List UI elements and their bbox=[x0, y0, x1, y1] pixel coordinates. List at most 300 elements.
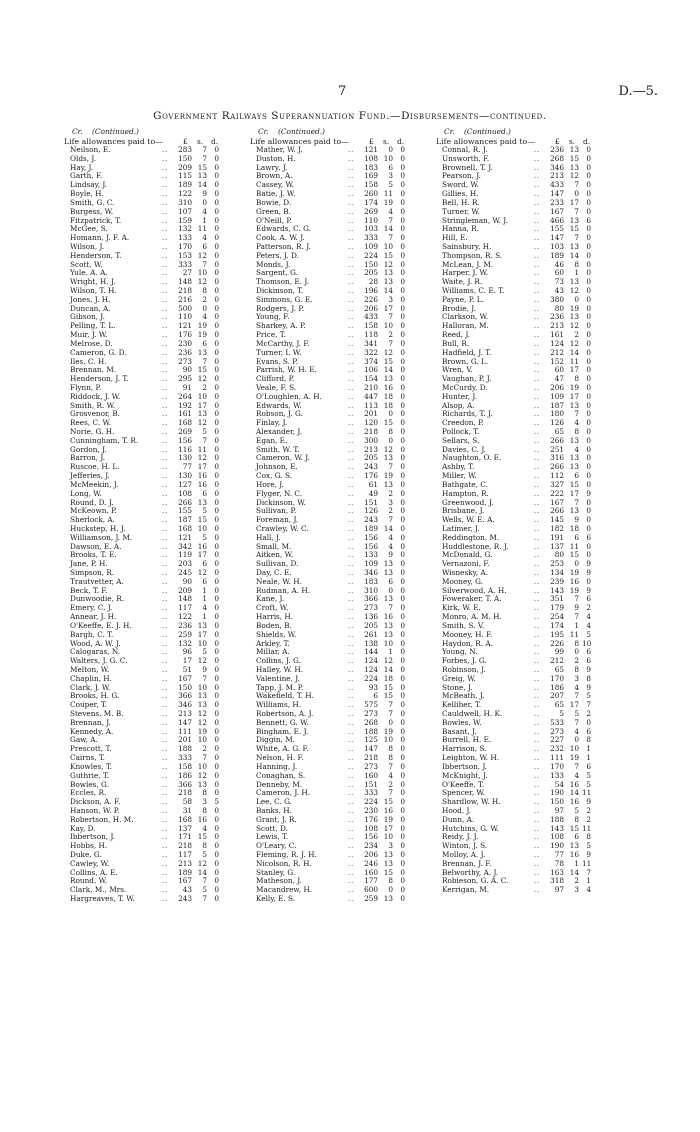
leader-dots: .. bbox=[348, 410, 355, 419]
amount-pence: 0 bbox=[214, 523, 219, 533]
shillings-unit: s. bbox=[197, 137, 204, 146]
amount-pounds: 212 bbox=[550, 656, 564, 666]
amount-shillings: 0 bbox=[388, 409, 393, 419]
amount-shillings: 0 bbox=[574, 294, 579, 304]
amount-shillings: 0 bbox=[574, 189, 579, 199]
amount-pounds: 189 bbox=[178, 180, 192, 190]
amount-pounds: 236 bbox=[550, 312, 564, 322]
amount-shillings: 9 bbox=[202, 189, 207, 199]
recipient-name: McBeath, J. bbox=[442, 691, 485, 701]
leader-dots: .. bbox=[162, 419, 169, 428]
recipient-name: Cunningham, T. R. bbox=[70, 435, 139, 445]
amount-pounds: 155 bbox=[178, 506, 192, 516]
recipient-name: Wisnesky, A. bbox=[442, 568, 489, 577]
amount-pounds: 77 bbox=[554, 850, 564, 859]
amount-pence: 0 bbox=[586, 250, 591, 260]
amount-shillings: 0 bbox=[574, 735, 579, 745]
amount-shillings: 14 bbox=[569, 347, 579, 357]
recipient-name: O'Loughlen, A. H. bbox=[256, 391, 322, 401]
amount-shillings: 10 bbox=[197, 268, 207, 278]
amount-pounds: 5 bbox=[559, 709, 564, 718]
amount-pence: 0 bbox=[214, 576, 219, 586]
amount-shillings: 8 bbox=[388, 427, 393, 436]
amount-pence: 0 bbox=[400, 612, 405, 622]
leader-dots: .. bbox=[348, 621, 355, 630]
leader-dots: .. bbox=[534, 190, 541, 199]
amount-pounds: 120 bbox=[364, 418, 378, 428]
leader-dots: .. bbox=[162, 428, 169, 436]
leader-dots: .. bbox=[162, 146, 169, 154]
amount-pounds: 346 bbox=[550, 162, 564, 172]
allowance-row bbox=[250, 895, 448, 904]
amount-pounds: 218 bbox=[178, 788, 192, 798]
recipient-name: Pearson, J. bbox=[442, 171, 481, 181]
amount-shillings: 15 bbox=[383, 418, 393, 428]
recipient-name: Hargreaves, T. W. bbox=[70, 894, 135, 904]
leader-dots: .. bbox=[534, 533, 541, 542]
recipient-name: Gibson, J. bbox=[70, 312, 105, 322]
leader-dots: .. bbox=[348, 736, 355, 745]
amount-pounds: 136 bbox=[364, 612, 378, 622]
amount-pounds: 269 bbox=[364, 206, 378, 216]
amount-pounds: 224 bbox=[364, 673, 378, 683]
amount-shillings: 2 bbox=[388, 488, 393, 498]
amount-pounds: 246 bbox=[364, 858, 378, 868]
amount-pounds: 227 bbox=[550, 735, 564, 745]
amount-pounds: 333 bbox=[364, 233, 378, 243]
recipient-name: Crawley, W. C. bbox=[256, 523, 309, 533]
recipient-name: Olds, J. bbox=[70, 153, 97, 163]
amount-shillings: 13 bbox=[569, 453, 579, 463]
amount-pounds: 109 bbox=[364, 559, 378, 569]
recipient-name: Trautvetter, A. bbox=[70, 576, 124, 586]
amount-shillings: 3 bbox=[574, 673, 579, 683]
amount-pence: 0 bbox=[214, 717, 219, 727]
amount-shillings: 14 bbox=[197, 867, 207, 877]
amount-pounds: 333 bbox=[364, 788, 378, 798]
leader-dots: .. bbox=[162, 639, 169, 648]
amount-shillings: 3 bbox=[388, 294, 393, 304]
amount-shillings: 8 bbox=[574, 374, 579, 384]
recipient-name: Robinson, J. bbox=[442, 664, 486, 674]
leader-dots: .. bbox=[348, 278, 355, 287]
recipient-name: Round, W. bbox=[70, 876, 108, 886]
recipient-name: Monro, A. M. H. bbox=[442, 612, 502, 622]
amount-pounds: 43 bbox=[182, 885, 192, 895]
amount-shillings: 17 bbox=[569, 700, 579, 710]
leader-dots: .. bbox=[348, 154, 355, 163]
leader-dots: .. bbox=[534, 454, 541, 463]
leader-dots: .. bbox=[162, 163, 169, 172]
leader-dots: .. bbox=[162, 295, 169, 304]
recipient-name: Harrison, S. bbox=[442, 744, 487, 754]
allowance-row bbox=[64, 895, 262, 904]
amount-pounds: 115 bbox=[178, 171, 192, 181]
pence-unit: d. bbox=[397, 137, 405, 146]
amount-shillings: 13 bbox=[383, 894, 393, 904]
amount-pounds: 132 bbox=[178, 638, 192, 648]
leader-dots: .. bbox=[348, 339, 355, 348]
amount-shillings: 7 bbox=[202, 356, 207, 366]
amount-pounds: 366 bbox=[178, 691, 192, 701]
recipient-name: Gaw, A. bbox=[70, 735, 98, 745]
amount-shillings: 4 bbox=[202, 312, 207, 322]
amount-pounds: 500 bbox=[178, 303, 192, 313]
amount-pounds: 112 bbox=[550, 471, 564, 481]
amount-pence: 0 bbox=[214, 162, 219, 172]
amount-pounds: 133 bbox=[550, 770, 564, 780]
leader-dots: .. bbox=[162, 383, 169, 392]
amount-shillings: 6 bbox=[202, 576, 207, 586]
amount-pence: 0 bbox=[400, 814, 405, 824]
amount-shillings: 13 bbox=[569, 506, 579, 516]
amount-pounds: 121 bbox=[364, 145, 378, 154]
amount-pence: 6 bbox=[586, 532, 591, 542]
recipient-name: Jane, P. H. bbox=[70, 559, 108, 569]
leader-dots: .. bbox=[162, 718, 169, 727]
recipient-name: Bowles, W. bbox=[442, 717, 482, 727]
leader-dots: .. bbox=[534, 613, 541, 622]
amount-shillings: 6 bbox=[388, 576, 393, 586]
amount-pounds: 266 bbox=[178, 497, 192, 507]
amount-pounds: 236 bbox=[550, 145, 564, 154]
amount-pounds: 213 bbox=[364, 444, 378, 454]
leader-dots: .. bbox=[348, 560, 355, 569]
leader-dots: .. bbox=[534, 780, 541, 789]
amount-pounds: 433 bbox=[364, 312, 378, 322]
amount-pounds: 167 bbox=[550, 206, 564, 216]
recipient-name: Parrish, W. H. E. bbox=[256, 365, 317, 375]
leader-dots: .. bbox=[162, 727, 169, 736]
amount-pence: 0 bbox=[400, 259, 405, 269]
amount-shillings: 7 bbox=[574, 761, 579, 771]
amount-shillings: 7 bbox=[574, 206, 579, 216]
amount-pounds: 134 bbox=[550, 568, 564, 577]
amount-shillings: 11 bbox=[383, 189, 393, 199]
recipient-name: Shardlow, W. H. bbox=[442, 797, 501, 807]
leader-dots: .. bbox=[534, 375, 541, 384]
amount-shillings: 15 bbox=[197, 365, 207, 375]
amount-shillings: 15 bbox=[383, 797, 393, 807]
amount-shillings: 19 bbox=[383, 726, 393, 736]
amount-pence: 0 bbox=[214, 885, 219, 895]
amount-shillings: 0 bbox=[388, 885, 393, 895]
allowance-rows bbox=[250, 146, 448, 904]
leader-dots: .. bbox=[162, 648, 169, 657]
leader-dots: .. bbox=[534, 665, 541, 674]
leader-dots: .. bbox=[162, 225, 169, 234]
amount-pence: 0 bbox=[214, 382, 219, 392]
leader-dots: .. bbox=[534, 842, 541, 851]
recipient-name: Alsop, A. bbox=[442, 400, 475, 410]
amount-pence: 9 bbox=[586, 682, 591, 692]
amount-pence: 0 bbox=[586, 471, 591, 481]
recipient-name: Homann, J. F. A. bbox=[70, 233, 130, 243]
recipient-name: Chaplin, H. bbox=[70, 673, 112, 683]
leader-dots: .. bbox=[162, 287, 169, 295]
recipient-name: Belworthy, A. J. bbox=[442, 867, 499, 877]
amount-pence: 0 bbox=[400, 656, 405, 666]
recipient-name: Bathgate, C. bbox=[442, 479, 488, 489]
amount-pence: 0 bbox=[400, 506, 405, 516]
leader-dots: .. bbox=[534, 859, 541, 868]
amount-shillings: 2 bbox=[202, 382, 207, 392]
leader-dots: .. bbox=[348, 428, 355, 436]
amount-pounds: 65 bbox=[554, 700, 564, 710]
amount-pence: 0 bbox=[214, 850, 219, 859]
amount-pence: 0 bbox=[400, 709, 405, 718]
recipient-name: Sargent, G. bbox=[256, 268, 298, 278]
recipient-name: Cairns, T. bbox=[70, 753, 105, 763]
amount-pence: 0 bbox=[586, 444, 591, 454]
amount-pence: 5 bbox=[586, 629, 591, 639]
leader-dots: .. bbox=[534, 586, 541, 595]
amount-pounds: 245 bbox=[178, 568, 192, 577]
amount-pence: 0 bbox=[214, 241, 219, 251]
recipient-name: Brennan, M. bbox=[70, 365, 117, 375]
recipient-name: Hanna, R. bbox=[442, 224, 479, 234]
amount-pounds: 189 bbox=[364, 523, 378, 533]
amount-pence: 0 bbox=[400, 233, 405, 243]
amount-pence: 0 bbox=[214, 479, 219, 489]
amount-shillings: 16 bbox=[383, 382, 393, 392]
amount-pounds: 117 bbox=[178, 850, 192, 859]
amount-pence: 6 bbox=[586, 647, 591, 657]
leader-dots: .. bbox=[534, 806, 541, 815]
amount-shillings: 13 bbox=[383, 479, 393, 489]
recipient-name: Leighton, W. H. bbox=[442, 753, 500, 763]
amount-pounds: 168 bbox=[178, 523, 192, 533]
leader-dots: .. bbox=[534, 260, 541, 269]
amount-pence: 0 bbox=[586, 523, 591, 533]
leader-dots: .. bbox=[162, 181, 169, 190]
amount-pounds: 91 bbox=[182, 382, 192, 392]
column-3 bbox=[436, 127, 634, 895]
leader-dots: .. bbox=[348, 657, 355, 666]
amount-shillings: 8 bbox=[202, 788, 207, 798]
leader-dots: .. bbox=[534, 789, 541, 798]
amount-pence: 0 bbox=[586, 418, 591, 428]
amount-pence: 0 bbox=[214, 629, 219, 639]
leader-dots: .. bbox=[162, 463, 169, 472]
leader-dots: .. bbox=[348, 851, 355, 859]
amount-pence: 0 bbox=[400, 171, 405, 181]
leader-dots: .. bbox=[162, 674, 169, 683]
recipient-name: Thompson, R. S. bbox=[442, 250, 503, 260]
amount-pence: 0 bbox=[214, 779, 219, 789]
column-header bbox=[250, 127, 448, 137]
recipient-name: O'Leary, C. bbox=[256, 841, 297, 851]
recipient-name: Pelling, T. L. bbox=[70, 321, 116, 331]
recipient-name: Rudman, A. H. bbox=[256, 585, 311, 595]
amount-pounds: 31 bbox=[182, 805, 192, 815]
amount-shillings: 16 bbox=[383, 805, 393, 815]
leader-dots: .. bbox=[162, 586, 169, 595]
amount-pence: 0 bbox=[400, 488, 405, 498]
amount-shillings: 10 bbox=[197, 638, 207, 648]
leader-dots: .. bbox=[348, 251, 355, 260]
amount-shillings: 17 bbox=[569, 365, 579, 375]
amount-pounds: 46 bbox=[554, 259, 564, 269]
amount-shillings: 13 bbox=[383, 374, 393, 384]
amount-pounds: 110 bbox=[364, 215, 378, 225]
recipient-name: Smith, W. T. bbox=[256, 444, 300, 454]
amount-shillings: 15 bbox=[197, 832, 207, 842]
recipient-name: Brown, A. bbox=[256, 171, 293, 181]
amount-pounds: 283 bbox=[178, 145, 192, 154]
recipient-name: Annear, J. H. bbox=[70, 612, 117, 622]
amount-pence: 0 bbox=[214, 409, 219, 419]
recipient-name: Wren, V. bbox=[442, 365, 473, 375]
leader-dots: .. bbox=[162, 577, 169, 586]
amount-pounds: 206 bbox=[550, 382, 564, 392]
leader-dots: .. bbox=[534, 718, 541, 727]
recipient-name: Greenwood, J. bbox=[442, 497, 494, 507]
leader-dots: .. bbox=[534, 542, 541, 551]
amount-shillings: 1 bbox=[202, 594, 207, 604]
leader-dots: .. bbox=[348, 895, 355, 904]
leader-dots: .. bbox=[534, 648, 541, 657]
recipient-name: Latimer, J. bbox=[442, 523, 480, 533]
leader-dots: .. bbox=[534, 304, 541, 313]
amount-shillings: 14 bbox=[197, 180, 207, 190]
amount-shillings: 8 bbox=[574, 427, 579, 436]
leader-dots: .. bbox=[534, 771, 541, 780]
amount-shillings: 10 bbox=[383, 153, 393, 163]
amount-shillings: 5 bbox=[202, 532, 207, 542]
amount-pounds: 310 bbox=[364, 585, 378, 595]
amount-shillings: 9 bbox=[574, 603, 579, 613]
amount-pence: 0 bbox=[400, 356, 405, 366]
amount-pounds: 316 bbox=[550, 453, 564, 463]
amount-shillings: 16 bbox=[569, 850, 579, 859]
recipient-name: Norie, G. H. bbox=[70, 427, 115, 436]
amount-pounds: 230 bbox=[364, 805, 378, 815]
shillings-unit: s. bbox=[383, 137, 390, 146]
amount-shillings: 2 bbox=[202, 744, 207, 754]
leader-dots: .. bbox=[534, 736, 541, 745]
amount-shillings: 16 bbox=[197, 479, 207, 489]
amount-pounds: 147 bbox=[550, 189, 564, 199]
recipient-name: Duke, G. bbox=[70, 850, 102, 859]
recipient-name: Batie, J. W. bbox=[256, 189, 296, 199]
leader-dots: .. bbox=[162, 216, 169, 225]
amount-pence: 0 bbox=[400, 224, 405, 234]
amount-shillings: 7 bbox=[574, 691, 579, 701]
recipient-name: Thomson, E. J. bbox=[256, 277, 309, 287]
amount-pence: 0 bbox=[400, 629, 405, 639]
leader-dots: .. bbox=[534, 383, 541, 392]
amount-pence: 0 bbox=[400, 647, 405, 657]
amount-shillings: 8 bbox=[574, 638, 579, 648]
leader-dots: .. bbox=[162, 542, 169, 551]
leader-dots: .. bbox=[534, 507, 541, 516]
leader-dots: .. bbox=[348, 886, 355, 895]
amount-shillings: 5 bbox=[574, 709, 579, 718]
amount-pounds: 226 bbox=[364, 294, 378, 304]
amount-pounds: 209 bbox=[178, 162, 192, 172]
recipient-name: Duncan, A. bbox=[70, 303, 111, 313]
amount-pence: 0 bbox=[214, 321, 219, 331]
amount-pounds: 116 bbox=[178, 444, 192, 454]
amount-shillings: 14 bbox=[383, 224, 393, 234]
recipient-name: Robieson, G. A. C. bbox=[442, 876, 509, 886]
amount-shillings: 12 bbox=[197, 374, 207, 384]
recipient-name: Brennan, J. bbox=[70, 717, 111, 727]
leader-dots: .. bbox=[348, 463, 355, 472]
amount-pounds: 187 bbox=[550, 400, 564, 410]
leader-dots: .. bbox=[162, 806, 169, 815]
amount-pence: 0 bbox=[214, 444, 219, 454]
amount-pounds: 127 bbox=[178, 479, 192, 489]
amount-pence: 0 bbox=[214, 753, 219, 763]
amount-pence: 0 bbox=[214, 559, 219, 569]
amount-pence: 0 bbox=[400, 330, 405, 340]
amount-shillings: 13 bbox=[569, 215, 579, 225]
amount-shillings: 8 bbox=[202, 805, 207, 815]
amount-pounds: 118 bbox=[364, 330, 378, 340]
leader-dots: .. bbox=[534, 401, 541, 410]
leader-dots: .. bbox=[534, 472, 541, 481]
recipient-name: Mather, W. J. bbox=[256, 145, 303, 154]
amount-pounds: 209 bbox=[178, 585, 192, 595]
amount-pounds: 122 bbox=[178, 612, 192, 622]
amount-pence: 0 bbox=[214, 365, 219, 375]
leader-dots: .. bbox=[162, 851, 169, 859]
amount-pence: 0 bbox=[214, 400, 219, 410]
amount-pounds: 300 bbox=[364, 435, 378, 445]
recipient-name: Lawry, J. bbox=[256, 162, 288, 172]
amount-pounds: 182 bbox=[550, 523, 564, 533]
leader-dots: .. bbox=[348, 718, 355, 727]
pence-unit: d. bbox=[583, 137, 591, 146]
amount-pounds: 268 bbox=[364, 717, 378, 727]
amount-shillings: 18 bbox=[383, 391, 393, 401]
leader-dots: .. bbox=[534, 313, 541, 322]
amount-pounds: 212 bbox=[550, 347, 564, 357]
amount-shillings: 15 bbox=[383, 356, 393, 366]
leader-dots: .. bbox=[348, 419, 355, 428]
amount-shillings: 7 bbox=[202, 876, 207, 886]
recipient-name: Creedon, P. bbox=[442, 418, 484, 428]
amount-pence: 7 bbox=[586, 700, 591, 710]
amount-pounds: 108 bbox=[364, 823, 378, 833]
leader-dots: .. bbox=[162, 234, 169, 243]
amount-pence: 0 bbox=[214, 700, 219, 710]
amount-pounds: 218 bbox=[364, 427, 378, 436]
recipient-name: Brodie, J. bbox=[442, 303, 476, 313]
amount-shillings: 12 bbox=[383, 444, 393, 454]
recipient-name: Williams, H. bbox=[256, 700, 302, 710]
amount-shillings: 3 bbox=[388, 171, 393, 181]
leader-dots: .. bbox=[162, 366, 169, 375]
recipient-name: Tapp, J. M. P. bbox=[256, 682, 304, 692]
leader-dots: .. bbox=[348, 798, 355, 807]
leader-dots: .. bbox=[534, 216, 541, 225]
leader-dots: .. bbox=[162, 824, 169, 833]
amount-shillings: 12 bbox=[197, 568, 207, 577]
amount-shillings: 5 bbox=[388, 180, 393, 190]
amount-pence: 0 bbox=[586, 409, 591, 419]
life-allowances-label: Life allowances paid to— bbox=[250, 137, 350, 146]
recipient-name: Clarkson, W. bbox=[442, 312, 489, 322]
amount-pounds: 151 bbox=[364, 497, 378, 507]
leader-dots: .. bbox=[534, 701, 541, 710]
continued-label: (Continued.) bbox=[92, 127, 139, 136]
amount-pence: 0 bbox=[400, 744, 405, 754]
leader-dots: .. bbox=[534, 339, 541, 348]
amount-pounds: 124 bbox=[550, 338, 564, 348]
